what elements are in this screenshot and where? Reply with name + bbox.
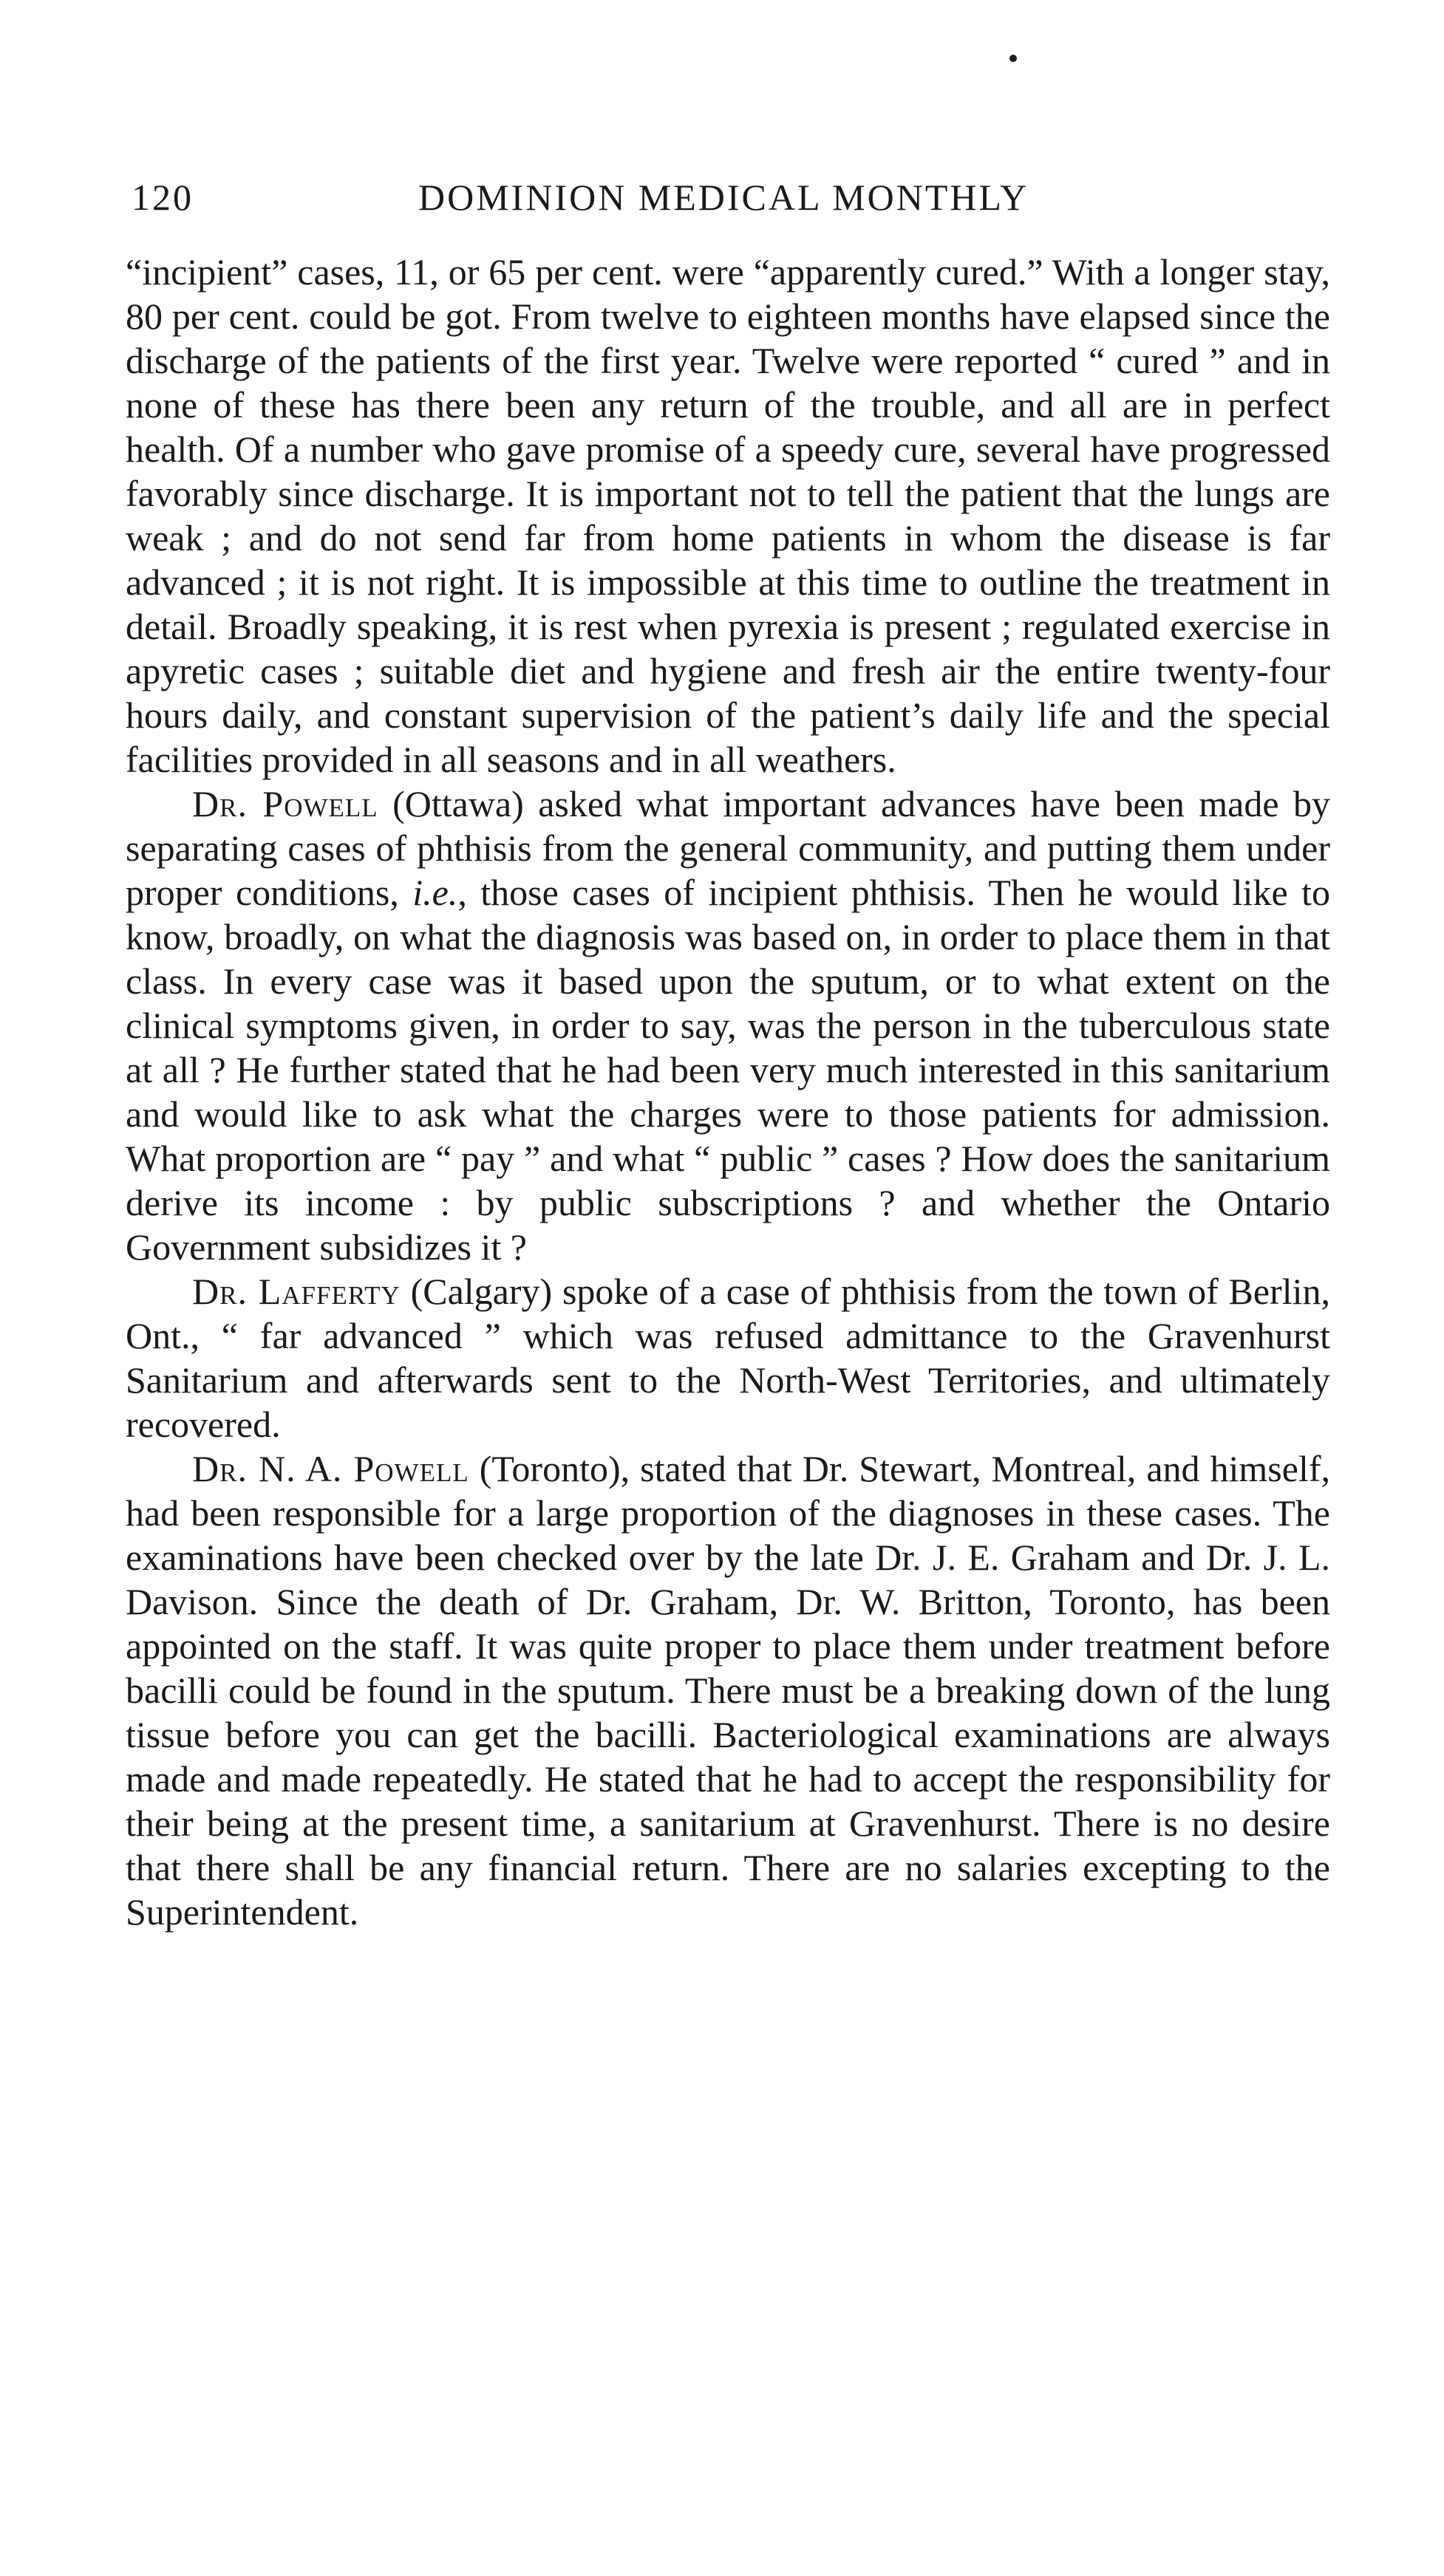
speaker-name: Dr. N. A. Powell [192, 1448, 469, 1489]
paragraph-powell-toronto [126, 1446, 1330, 1934]
paragraph-continuation [126, 250, 1330, 782]
paragraph-text: , those cases of incipient phthisis. Then he would like to know, broadly, on what the diagnosis was based on, in order to place them in that class. In every case was it based upon the sputum, or to what extent on the clinical symptoms given, in order to say, was the person in the tuberculous state at all ? He further stated that he had been very much interested in this sanitarium and would like to ask what the charges were to those patients for admission. What proportion are “ pay ” and what “ public ” cases ? How does the sanitarium derive its income : by public subscriptions ? and whether the Ontario Government subsidizes it ? [126, 872, 1330, 1268]
speaker-name: Dr. Lafferty [192, 1271, 401, 1312]
article-body [126, 250, 1330, 1934]
journal-title: DOMINION MEDICAL MONTHLY [418, 177, 1029, 218]
paragraph-text: “incipient” cases, 11, or 65 per cent. were “apparently cured.” With a longer stay, 80 per cent. could be got. From twelve to eighteen months have elapsed since the discharge of the patients of the first year. Twelve were reported “ cured ” and in none of these has there been any return of the trouble, and all are in perfect health. Of a number who gave promise of a speedy cure, several have progressed favorably since discharge. It is important not to tell the patient that the lungs are weak ; and do not send far from home patients in whom the disease is far advanced ; it is not right. It is impossible at this time to outline the treatment in detail. Broadly speaking, it is rest when pyrexia is present ; regulated exercise in apyretic cases ; suitable diet and hygiene and fresh air the entire twenty-four hours daily, and constant supervision of the patient’s daily life and the special facilities provided in all seasons and in all weathers. [126, 251, 1330, 780]
paragraph-text: (Toronto), stated that Dr. Stewart, Montreal, and himself, had been responsible for a large proportion of the diagnoses in these cases. The examinations have been checked over by the late Dr. J. E. Graham and Dr. J. L. Davison. Since the death of Dr. Graham, Dr. W. Britton, Toronto, has been appointed on the staff. It was quite proper to place them under treatment before bacilli could be found in the sputum. There must be a breaking down of the lung tissue before you can get the bacilli. Bacteriological examinations are always made and made repeatedly. He stated that he had to accept the responsibility for their being at the present time, a sanitarium at Gravenhurst. There is no desire that there shall be any financial return. There are no salaries excepting to the Superintendent. [126, 1448, 1330, 1933]
page-number: 120 [132, 177, 194, 218]
speaker-name: Dr. Powell [192, 783, 378, 824]
paragraph-text: (Ottawa) asked what important advances have been made by separating cases of phthisis from the general community, and putting them under proper conditions, [126, 783, 1330, 913]
ink-speck [1009, 55, 1017, 62]
running-header [132, 176, 1329, 228]
paragraph-lafferty [126, 1269, 1330, 1446]
paragraph-text: (Calgary) spoke of a case of phthisis from the town of Berlin, Ont., “ far advanced ” which was refused admittance to the Gravenhurst Sanitarium and afterwards sent to the North-West Territories, and ultimately recovered. [126, 1271, 1331, 1445]
paragraph-powell-ottawa [126, 782, 1330, 1269]
italic-abbreviation: i.e. [412, 872, 458, 913]
